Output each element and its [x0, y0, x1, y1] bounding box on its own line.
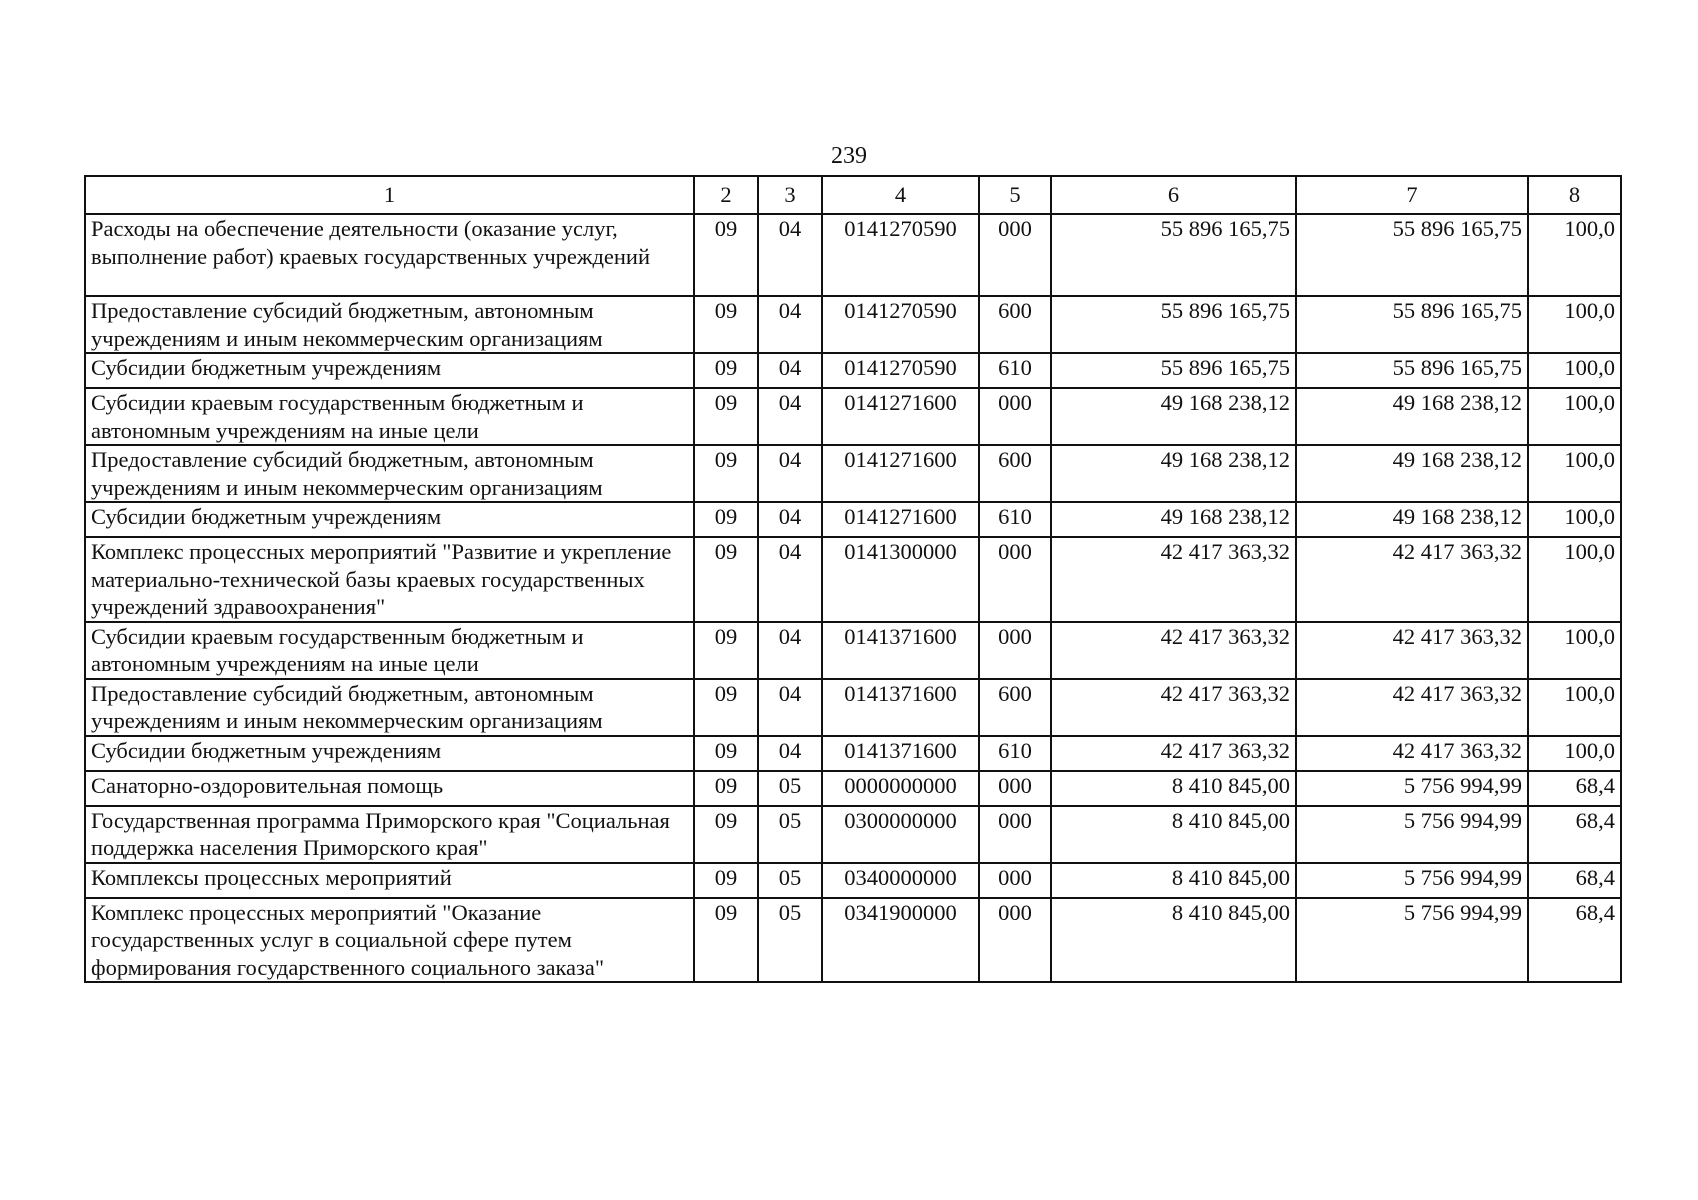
- cell-section: 09: [694, 863, 758, 898]
- cell-subsection: 04: [758, 679, 822, 736]
- cell-section: 09: [694, 622, 758, 679]
- table-row: [85, 622, 1621, 679]
- header-col-6: 6: [1051, 176, 1296, 214]
- budget-table: [84, 175, 1622, 983]
- table-row: [85, 353, 1621, 388]
- header-col-5: 5: [979, 176, 1051, 214]
- cell-actual-amount: 42 417 363,32: [1296, 736, 1528, 771]
- cell-section: 09: [694, 353, 758, 388]
- cell-actual-amount: 55 896 165,75: [1296, 353, 1528, 388]
- cell-description: Расходы на обеспечение деятельности (оказание услуг, выполнение работ) краевых государственных учреждений: [85, 214, 694, 296]
- cell-description: Субсидии краевым государственным бюджетным и автономным учреждениям на иные цели: [85, 622, 694, 679]
- cell-subsection: 04: [758, 353, 822, 388]
- cell-description: Комплекс процессных мероприятий "Развитие и укрепление материально-технической базы краевых государственных учреждений здравоохранения": [85, 537, 694, 622]
- cell-description: Комплексы процессных мероприятий: [85, 863, 694, 898]
- table-row: [85, 502, 1621, 537]
- cell-actual-amount: 5 756 994,99: [1296, 898, 1528, 983]
- header-col-1: 1: [85, 176, 694, 214]
- cell-description: Предоставление субсидий бюджетным, автономным учреждениям и иным некоммерческим организациям: [85, 445, 694, 502]
- cell-target-article: 0141371600: [822, 622, 979, 679]
- cell-execution-percent: 100,0: [1528, 622, 1621, 679]
- cell-planned-amount: 8 410 845,00: [1051, 771, 1296, 806]
- header-col-2: 2: [694, 176, 758, 214]
- cell-section: 09: [694, 445, 758, 502]
- cell-section: 09: [694, 502, 758, 537]
- cell-subsection: 05: [758, 806, 822, 863]
- cell-expense-type: 000: [979, 806, 1051, 863]
- header-col-3: 3: [758, 176, 822, 214]
- cell-planned-amount: 42 417 363,32: [1051, 622, 1296, 679]
- cell-planned-amount: 55 896 165,75: [1051, 214, 1296, 296]
- cell-target-article: 0141371600: [822, 736, 979, 771]
- cell-execution-percent: 100,0: [1528, 214, 1621, 296]
- cell-actual-amount: 5 756 994,99: [1296, 806, 1528, 863]
- table-row: [85, 537, 1621, 622]
- cell-section: 09: [694, 679, 758, 736]
- cell-expense-type: 000: [979, 863, 1051, 898]
- cell-planned-amount: 42 417 363,32: [1051, 736, 1296, 771]
- cell-planned-amount: 55 896 165,75: [1051, 296, 1296, 353]
- cell-execution-percent: 68,4: [1528, 771, 1621, 806]
- cell-description: Субсидии краевым государственным бюджетным и автономным учреждениям на иные цели: [85, 388, 694, 445]
- table-row: [85, 679, 1621, 736]
- cell-actual-amount: 5 756 994,99: [1296, 863, 1528, 898]
- cell-expense-type: 610: [979, 502, 1051, 537]
- cell-subsection: 04: [758, 537, 822, 622]
- cell-subsection: 04: [758, 445, 822, 502]
- cell-section: 09: [694, 806, 758, 863]
- cell-target-article: 0340000000: [822, 863, 979, 898]
- header-col-7: 7: [1296, 176, 1528, 214]
- cell-execution-percent: 100,0: [1528, 502, 1621, 537]
- cell-description: Комплекс процессных мероприятий "Оказание государственных услуг в социальной сфере путем формирования государственного социального заказа": [85, 898, 694, 983]
- cell-description: Субсидии бюджетным учреждениям: [85, 736, 694, 771]
- table-row: [85, 771, 1621, 806]
- cell-planned-amount: 49 168 238,12: [1051, 388, 1296, 445]
- cell-target-article: 0141270590: [822, 353, 979, 388]
- cell-target-article: 0141371600: [822, 679, 979, 736]
- cell-execution-percent: 68,4: [1528, 806, 1621, 863]
- cell-section: 09: [694, 214, 758, 296]
- cell-expense-type: 610: [979, 353, 1051, 388]
- cell-execution-percent: 100,0: [1528, 736, 1621, 771]
- cell-subsection: 05: [758, 771, 822, 806]
- cell-target-article: 0000000000: [822, 771, 979, 806]
- cell-description: Субсидии бюджетным учреждениям: [85, 502, 694, 537]
- cell-subsection: 04: [758, 388, 822, 445]
- cell-expense-type: 600: [979, 296, 1051, 353]
- header-row: [85, 176, 1621, 214]
- cell-section: 09: [694, 537, 758, 622]
- cell-planned-amount: 49 168 238,12: [1051, 502, 1296, 537]
- cell-planned-amount: 8 410 845,00: [1051, 863, 1296, 898]
- cell-expense-type: 600: [979, 679, 1051, 736]
- cell-actual-amount: 49 168 238,12: [1296, 502, 1528, 537]
- cell-subsection: 04: [758, 622, 822, 679]
- cell-actual-amount: 5 756 994,99: [1296, 771, 1528, 806]
- cell-actual-amount: 49 168 238,12: [1296, 445, 1528, 502]
- cell-actual-amount: 42 417 363,32: [1296, 537, 1528, 622]
- cell-execution-percent: 100,0: [1528, 679, 1621, 736]
- cell-expense-type: 600: [979, 445, 1051, 502]
- cell-planned-amount: 55 896 165,75: [1051, 353, 1296, 388]
- table-row: [85, 806, 1621, 863]
- cell-subsection: 04: [758, 502, 822, 537]
- cell-execution-percent: 100,0: [1528, 388, 1621, 445]
- cell-execution-percent: 68,4: [1528, 898, 1621, 983]
- cell-subsection: 05: [758, 898, 822, 983]
- page-number: 239: [831, 143, 867, 169]
- table-row: [85, 863, 1621, 898]
- cell-section: 09: [694, 388, 758, 445]
- cell-target-article: 0141271600: [822, 388, 979, 445]
- table-row: [85, 296, 1621, 353]
- cell-execution-percent: 100,0: [1528, 353, 1621, 388]
- cell-subsection: 04: [758, 296, 822, 353]
- cell-actual-amount: 42 417 363,32: [1296, 622, 1528, 679]
- cell-planned-amount: 8 410 845,00: [1051, 898, 1296, 983]
- cell-target-article: 0141300000: [822, 537, 979, 622]
- header-col-8: 8: [1528, 176, 1621, 214]
- cell-subsection: 04: [758, 736, 822, 771]
- table-row: [85, 388, 1621, 445]
- cell-target-article: 0300000000: [822, 806, 979, 863]
- cell-description: Субсидии бюджетным учреждениям: [85, 353, 694, 388]
- cell-subsection: 05: [758, 863, 822, 898]
- table-row: [85, 736, 1621, 771]
- cell-description: Санаторно-оздоровительная помощь: [85, 771, 694, 806]
- cell-planned-amount: 8 410 845,00: [1051, 806, 1296, 863]
- cell-expense-type: 000: [979, 898, 1051, 983]
- cell-section: 09: [694, 736, 758, 771]
- cell-target-article: 0141271600: [822, 502, 979, 537]
- cell-target-article: 0141271600: [822, 445, 979, 502]
- cell-planned-amount: 42 417 363,32: [1051, 537, 1296, 622]
- cell-target-article: 0341900000: [822, 898, 979, 983]
- cell-expense-type: 000: [979, 771, 1051, 806]
- cell-subsection: 04: [758, 214, 822, 296]
- cell-expense-type: 000: [979, 537, 1051, 622]
- cell-actual-amount: 55 896 165,75: [1296, 214, 1528, 296]
- cell-execution-percent: 68,4: [1528, 863, 1621, 898]
- cell-description: Государственная программа Приморского края "Социальная поддержка населения Приморского края": [85, 806, 694, 863]
- header-col-4: 4: [822, 176, 979, 214]
- cell-actual-amount: 42 417 363,32: [1296, 679, 1528, 736]
- table-body: [85, 214, 1621, 982]
- table-row: [85, 898, 1621, 983]
- cell-planned-amount: 42 417 363,32: [1051, 679, 1296, 736]
- cell-planned-amount: 49 168 238,12: [1051, 445, 1296, 502]
- cell-target-article: 0141270590: [822, 214, 979, 296]
- cell-execution-percent: 100,0: [1528, 445, 1621, 502]
- cell-description: Предоставление субсидий бюджетным, автономным учреждениям и иным некоммерческим организациям: [85, 679, 694, 736]
- cell-section: 09: [694, 296, 758, 353]
- cell-description: Предоставление субсидий бюджетным, автономным учреждениям и иным некоммерческим организациям: [85, 296, 694, 353]
- cell-execution-percent: 100,0: [1528, 296, 1621, 353]
- cell-expense-type: 000: [979, 214, 1051, 296]
- cell-section: 09: [694, 898, 758, 983]
- cell-expense-type: 610: [979, 736, 1051, 771]
- cell-target-article: 0141270590: [822, 296, 979, 353]
- cell-expense-type: 000: [979, 388, 1051, 445]
- table-row: [85, 445, 1621, 502]
- cell-actual-amount: 55 896 165,75: [1296, 296, 1528, 353]
- cell-execution-percent: 100,0: [1528, 537, 1621, 622]
- cell-expense-type: 000: [979, 622, 1051, 679]
- table-row: [85, 214, 1621, 296]
- cell-section: 09: [694, 771, 758, 806]
- cell-actual-amount: 49 168 238,12: [1296, 388, 1528, 445]
